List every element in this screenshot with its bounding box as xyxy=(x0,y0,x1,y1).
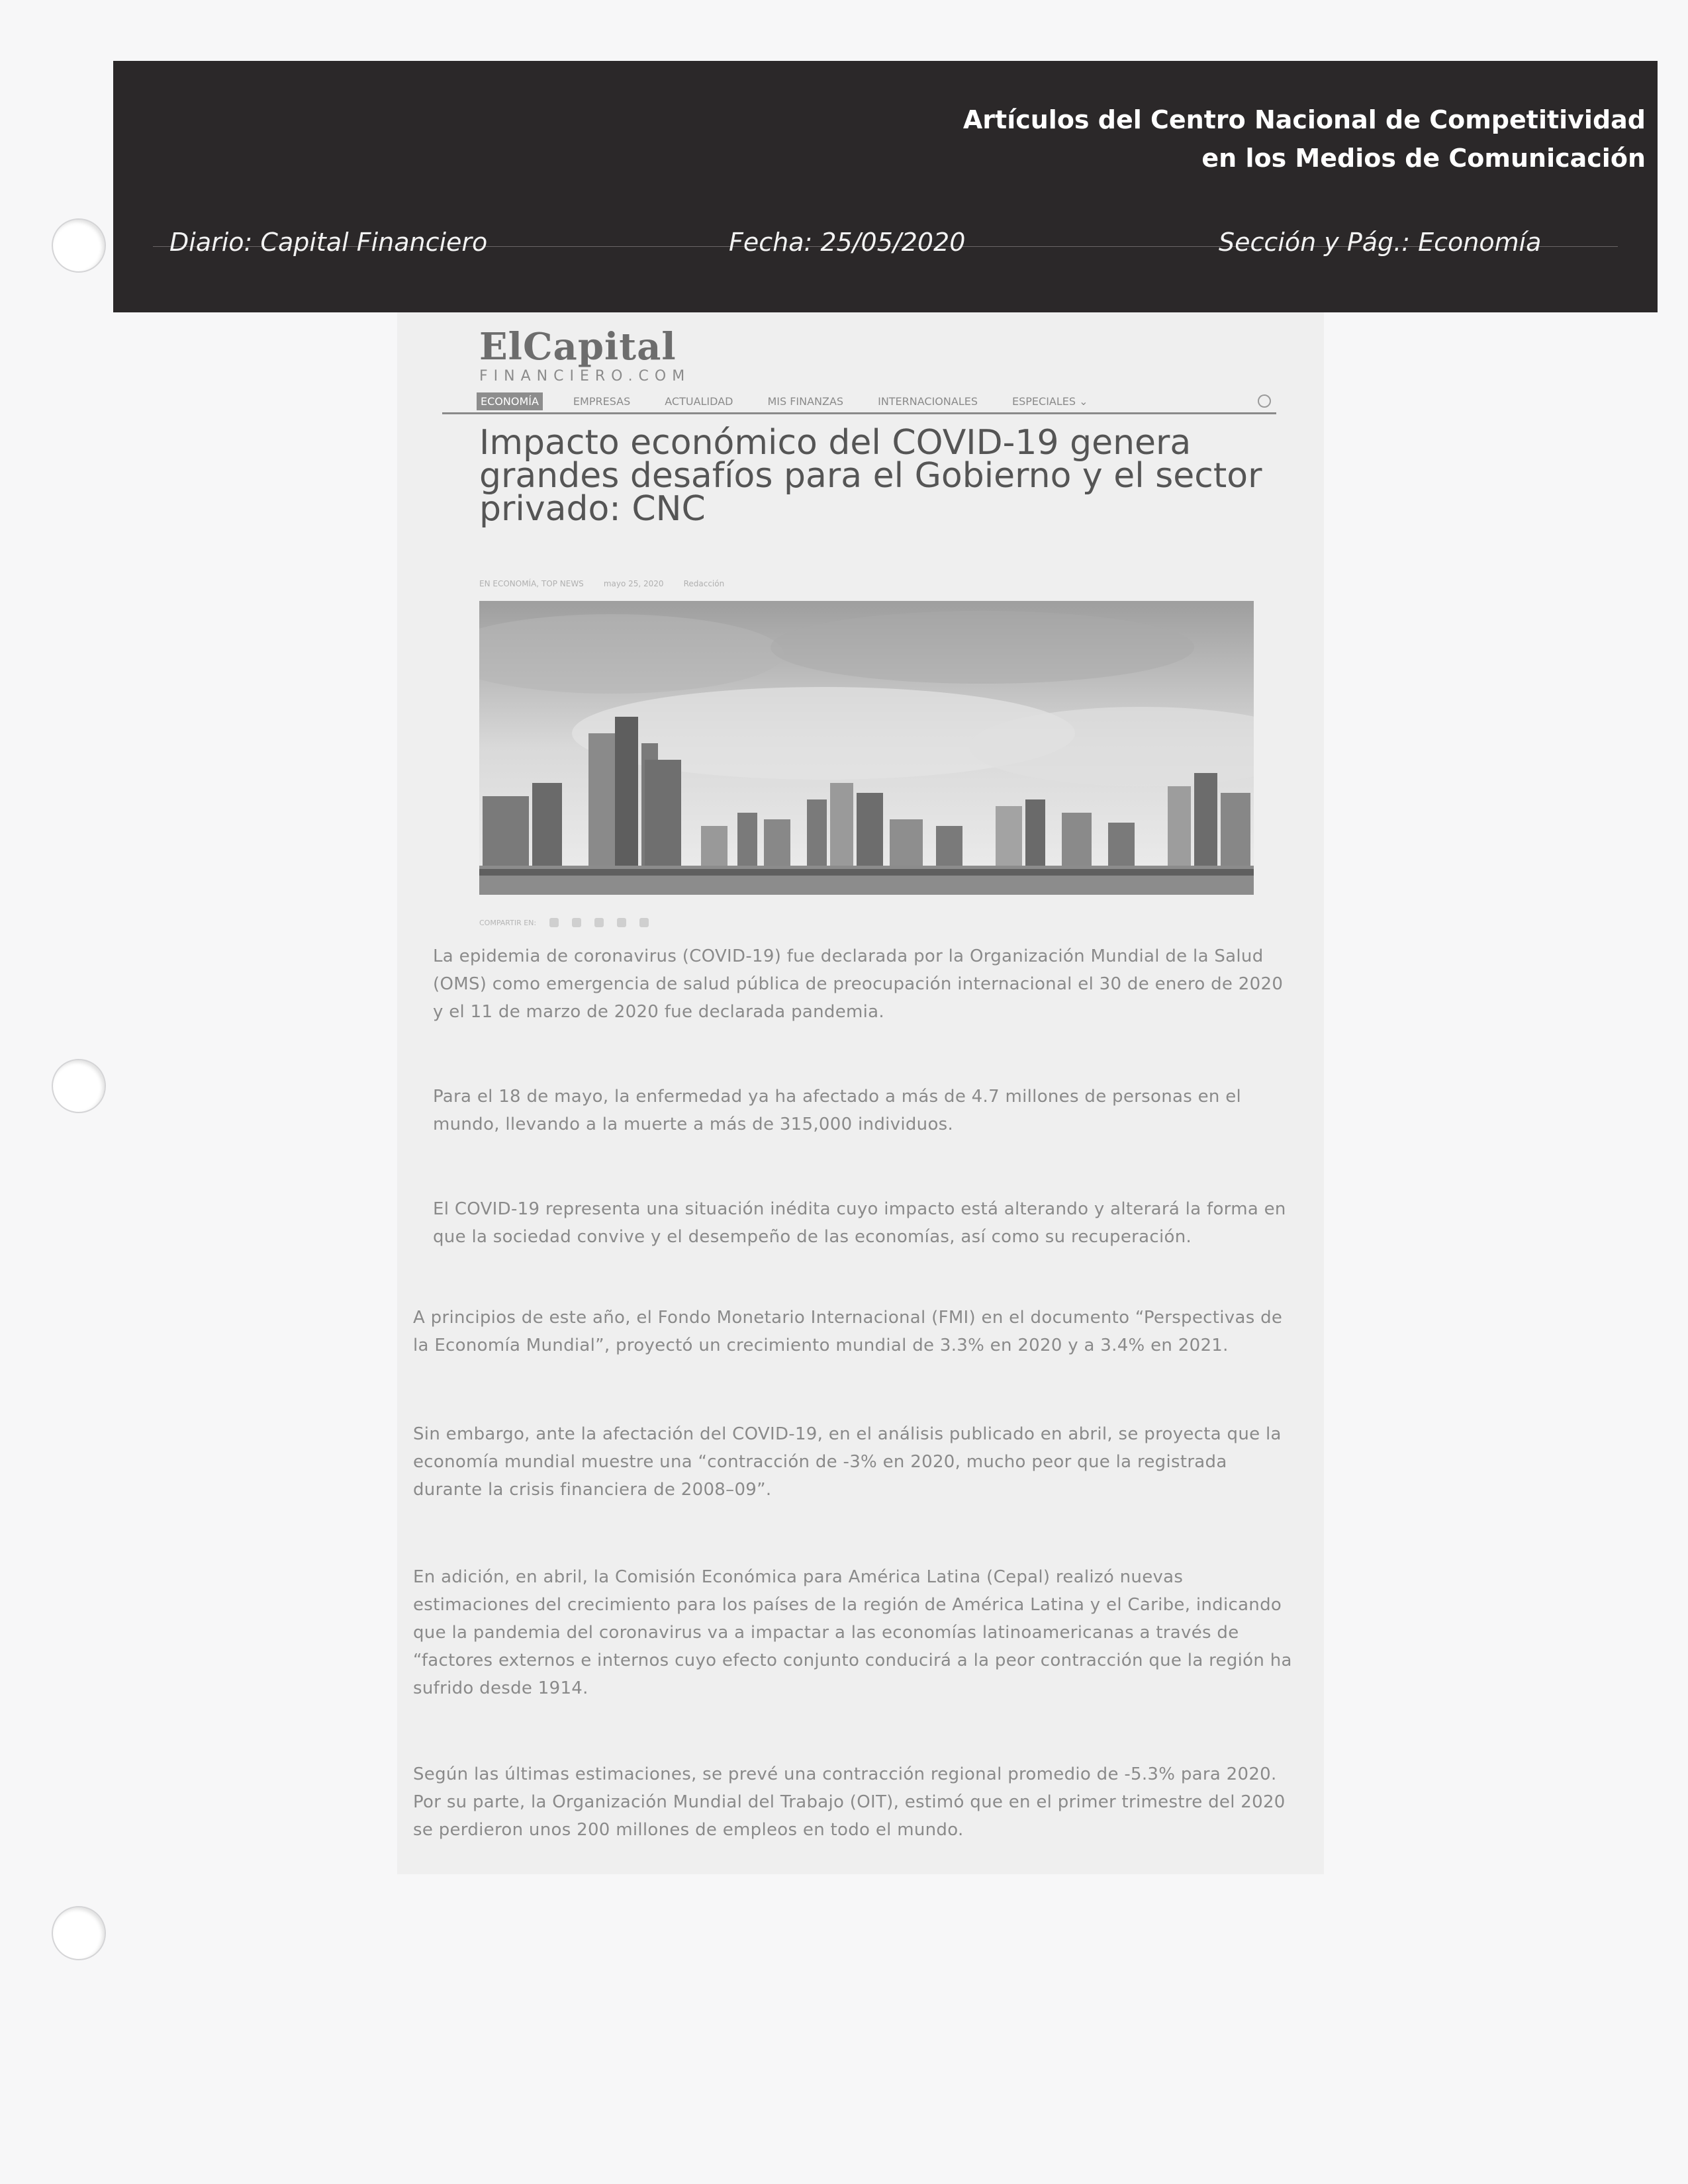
paragraph-4: A principios de este año, el Fondo Monetario Internacional (FMI) en el documento “Perspectivas de la Economía Mundial”, proyectó un crecimiento mundial de 3.3% en 2020 y a 3.4% en 2021. xyxy=(413,1308,1283,1355)
nav-item-mis-finanzas[interactable]: MIS FINANZAS xyxy=(767,395,844,408)
article-headline: Impacto económico del COVID-19 genera grandes desafíos para el Gobierno y el sector privado: CNC xyxy=(479,423,1262,529)
nav-item-especiales[interactable]: ESPECIALES ⌄ xyxy=(1012,395,1088,408)
paragraph-6: En adición, en abril, la Comisión Económica para América Latina (Cepal) realizó nuevas estimaciones del crecimiento para los países de la región de América Latina y el Caribe, indicando que la pandemia del coronavirus va a impactar a las economías latinoamericanas a través de “factores externos e internos cuyo efecto conjunto conducirá a la peor contracción que la región ha sufrido desde 1914. xyxy=(413,1567,1292,1698)
facebook-icon[interactable] xyxy=(549,918,559,927)
header-band xyxy=(113,61,1658,312)
search-icon[interactable] xyxy=(1258,394,1271,408)
paragraph-1: La epidemia de coronavirus (COVID-19) fue declarada por la Organización Mundial de la Salud (OMS) como emergencia de salud pública de preocupación internacional el 30 de enero de 2020 y el 11 de marzo de 2020 fue declarada pandemia. xyxy=(433,946,1284,1022)
site-nav xyxy=(442,390,1276,414)
byline-category[interactable]: EN ECONOMÍA, TOP NEWS xyxy=(479,579,584,588)
byline-author[interactable]: Redacción xyxy=(683,579,725,588)
header-title-line1: Artículos del Centro Nacional de Competitividad xyxy=(962,105,1646,134)
binder-hole-middle xyxy=(52,1059,106,1113)
article-clipping xyxy=(397,312,1324,1874)
linkedin-icon[interactable] xyxy=(594,918,604,927)
article-byline xyxy=(479,577,943,590)
seccion-label: Sección y Pág.: Economía xyxy=(1219,228,1542,257)
header-title xyxy=(963,101,1646,177)
nav-item-economia[interactable]: ECONOMÍA xyxy=(477,392,543,410)
binder-hole-bottom xyxy=(52,1906,106,1960)
header-title-line2: en los Medios de Comunicación xyxy=(1201,144,1646,173)
nav-item-actualidad[interactable]: ACTUALIDAD xyxy=(665,395,733,408)
nav-item-internacionales[interactable]: INTERNACIONALES xyxy=(878,395,978,408)
byline-date: mayo 25, 2020 xyxy=(603,579,664,588)
paragraph-2: Para el 18 de mayo, la enfermedad ya ha afectado a más de 4.7 millones de personas en el mundo, llevando a la muerte a más de 315,000 individuos. xyxy=(433,1087,1242,1134)
logo-sub-text: FINANCIERO.COM xyxy=(479,368,691,385)
email-icon[interactable] xyxy=(617,918,626,927)
diario-label: Diario: Capital Financiero xyxy=(169,228,488,257)
share-icon[interactable] xyxy=(639,918,649,927)
share-label: COMPARTIR EN: xyxy=(479,918,537,927)
twitter-icon[interactable] xyxy=(572,918,581,927)
paragraph-7: Según las últimas estimaciones, se prevé una contracción regional promedio de -5.3% para 2020. Por su parte, la Organización Mundial del Trabajo (OIT), estimó que en el primer trimestre del 2020 se perdieron unos 200 millones de empleos en todo el mundo. xyxy=(413,1764,1286,1840)
share-bar xyxy=(479,916,757,929)
binder-hole-top xyxy=(52,218,106,273)
logo-main-text: ElCapital xyxy=(479,325,677,369)
skyline-photo xyxy=(479,601,1254,895)
paragraph-5: Sin embargo, ante la afectación del COVID-19, en el análisis publicado en abril, se proyecta que la economía mundial muestre una “contracción de -3% en 2020, mucho peor que la registrada durante la crisis financiera de 2008–09”. xyxy=(413,1424,1282,1500)
nav-item-empresas[interactable]: EMPRESAS xyxy=(573,395,631,408)
site-logo[interactable] xyxy=(479,326,690,385)
paragraph-3: El COVID-19 representa una situación inédita cuyo impacto está alterando y alterará la forma en que la sociedad convive y el desempeño de las economías, así como su recuperación. xyxy=(433,1199,1286,1247)
fecha-label: Fecha: 25/05/2020 xyxy=(729,228,966,257)
